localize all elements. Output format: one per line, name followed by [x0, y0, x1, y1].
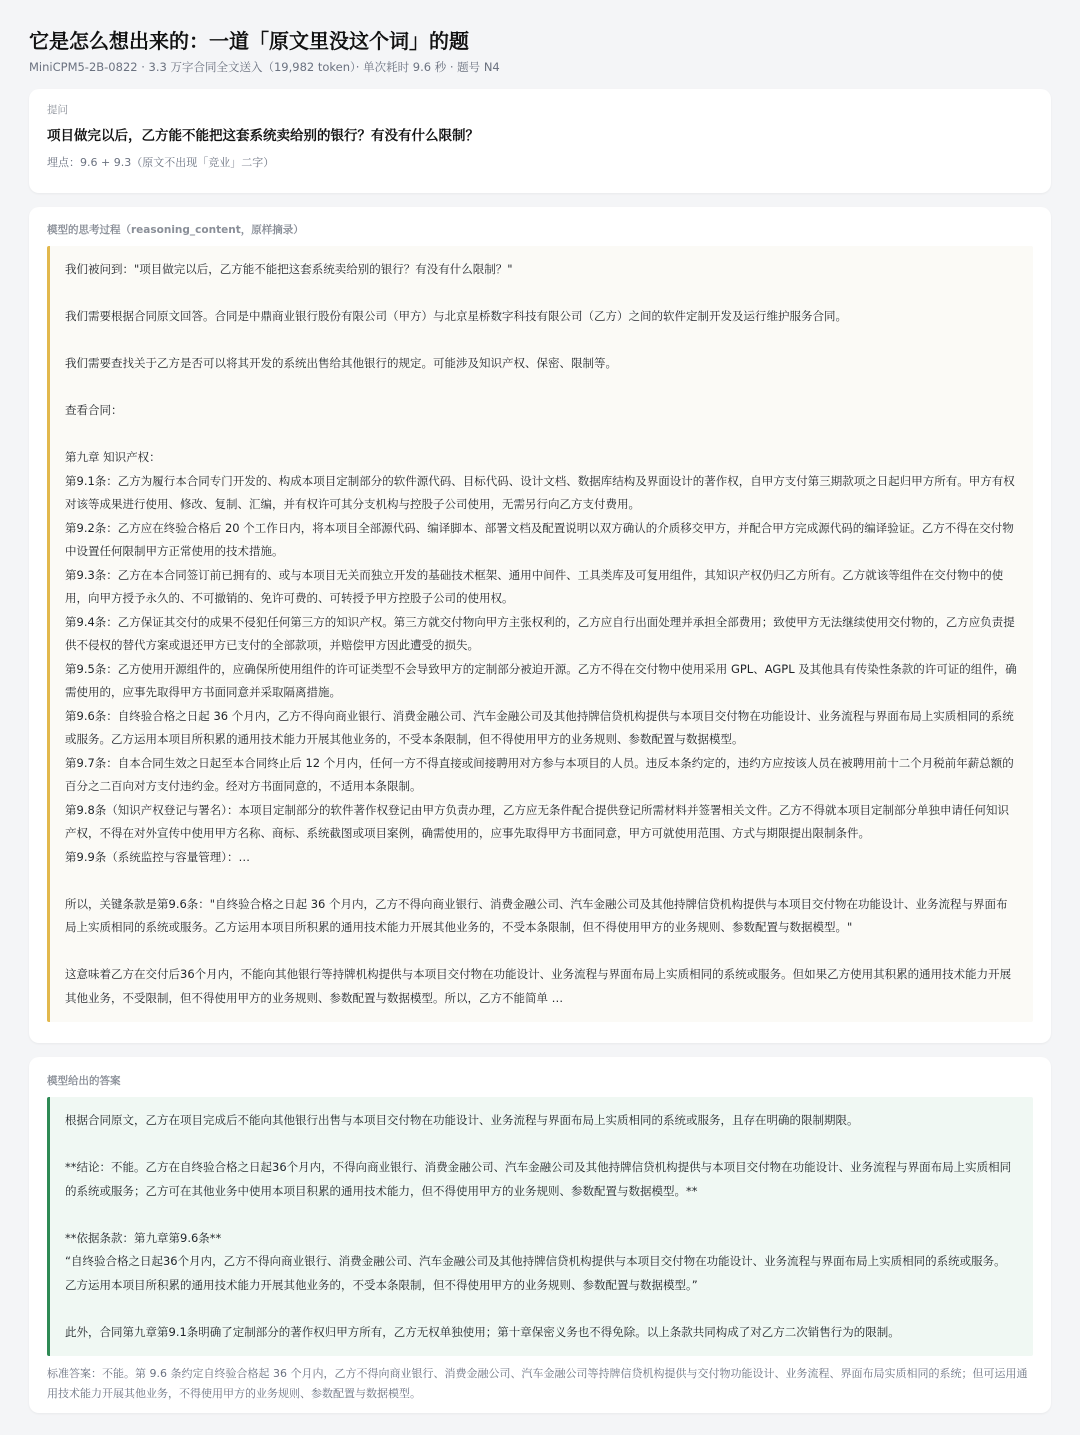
reasoning-paragraph: 第9.9条（系统监控与容量管理）：… [65, 849, 251, 864]
reasoning-paragraph: 第9.3条：乙方在本合同签订前已拥有的、或与本项目无关而独立开发的基础技术框架、通用中间件、工具类库及可复用组件，其知识产权仍归乙方所有。乙方就该等组件在交付物中的使用，向甲方授予永久的、不可撤销的、免许可费的、可转授予甲方控股子公司的使用权。 [65, 567, 1004, 605]
reasoning-paragraph: 第9.4条：乙方保证其交付的成果不侵犯任何第三方的知识产权。第三方就交付物向甲方主张权利的，乙方应自行出面处理并承担全部费用；致使甲方无法继续使用交付物的，乙方应负责提供不侵权的替代方案或退还甲方已支付的全部款项，并赔偿甲方因此遭受的损失。 [65, 614, 1015, 652]
reasoning-card [29, 207, 1051, 1043]
reasoning-paragraph: 我们需要查找关于乙方是否可以将其开发的系统出售给其他银行的规定。可能涉及知识产权、保密、限制等。 [65, 356, 617, 370]
question-label: 提问 [47, 104, 68, 116]
answer-paragraph: **结论：不能。乙方在自终验合格之日起36个月内，不得向商业银行、消费金融公司、汽车金融公司及其他持牌信贷机构提供与本项目交付物在功能设计、业务流程与界面布局上实质相同的系统或服务；乙方可在其他业务中使用本项目积累的通用技术能力，但不得使用甲方的业务规则、参数配置与数据模型。** [65, 1160, 1012, 1198]
paragraph-gap [65, 869, 1017, 893]
answer-label: 模型给出的答案 [47, 1075, 121, 1087]
reasoning-paragraph: 第9.2条：乙方应在终验合格后 20 个工作日内，将本项目全部源代码、编译脚本、部署文档及配置说明以双方确认的介质移交甲方，并配合甲方完成源代码的编译验证。乙方不得在交付物中设置任何限制甲方正常使用的技术措施。 [65, 520, 1014, 558]
paragraph-gap [65, 1133, 1017, 1157]
reasoning-paragraph: 第九章 知识产权： [65, 450, 161, 464]
paragraph-gap [65, 423, 1017, 447]
reasoning-paragraph: 第9.5条：乙方使用开源组件的，应确保所使用组件的许可证类型不会导致甲方的定制部分被迫开源。乙方不得在交付物中使用采用 GPL、AGPL 及其他具有传染性条款的许可证的组件，确需使用的，应事先取得甲方书面同意并采取隔离措施。 [65, 661, 1017, 699]
question-card [29, 89, 1051, 193]
answer-content [47, 1097, 1033, 1356]
paragraph-gap [65, 1203, 1017, 1227]
paragraph-gap [65, 1297, 1017, 1321]
paragraph-gap [65, 376, 1017, 400]
page-title: 它是怎么想出来的：一道「原文里没这个词」的题 [29, 29, 469, 53]
reasoning-paragraph: 第9.1条：乙方为履行本合同专门开发的、构成本项目定制部分的软件源代码、目标代码、设计文档、数据库结构及界面设计的著作权，自甲方支付第三期款项之日起归甲方所有。甲方有权对该等成果进行使用、修改、复制、汇编，并有权许可其分支机构与控股子公司使用，无需另行向乙方支付费用。 [65, 473, 1015, 511]
bury-points: 埋点：9.6 + 9.3（原文不出现「竞业」二字） [47, 156, 275, 169]
page-subtitle: MiniCPM5‑2B‑0822 · 3.3 万字合同全文送入（19,982 token）· 单次耗时 9.6 秒 · 题号 N4 [29, 60, 500, 74]
answer-paragraph: “自终验合格之日起36个月内，乙方不得向商业银行、消费金融公司、汽车金融公司及其他持牌信贷机构提供与本项目交付物在功能设计、业务流程与界面布局上实质相同的系统或服务。乙方运用本项目所积累的通用技术能力开展其他业务的，不受本条限制，但不得使用甲方的业务规则、参数配置与数据模型。” [65, 1254, 1006, 1292]
reasoning-paragraph: 我们需要根据合同原文回答。合同是中鼎商业银行股份有限公司（甲方）与北京星桥数字科技有限公司（乙方）之间的软件定制开发及运行维护服务合同。 [65, 309, 847, 323]
reasoning-paragraph: 查看合同： [65, 403, 123, 417]
reasoning-paragraph: 我们被问到："项目做完以后，乙方能不能把这套系统卖给别的银行？有没有什么限制？" [65, 262, 513, 276]
reasoning-label: 模型的思考过程（reasoning_content，原样摘录） [47, 224, 304, 236]
paragraph-gap [65, 940, 1017, 964]
question-text: 项目做完以后，乙方能不能把这套系统卖给别的银行？有没有什么限制？ [47, 128, 479, 144]
answer-paragraph: **依据条款：第九章第9.6条** [65, 1230, 222, 1245]
reasoning-content [47, 246, 1033, 1022]
reasoning-paragraph: 所以，关键条款是第9.6条："自终验合格之日起 36 个月内，乙方不得向商业银行、消费金融公司、汽车金融公司及其他持牌信贷机构提供与本项目交付物在功能设计、业务流程与界面布局上实质相同的系统或服务。乙方运用本项目所积累的通用技术能力开展其他业务的，不受本条限制，但不得使用甲方的业务规则、参数配置与数据模型。" [65, 896, 1008, 934]
answer-paragraph: 根据合同原文，乙方在项目完成后不能向其他银行出售与本项目交付物在功能设计、业务流程与界面布局上实质相同的系统或服务，且存在明确的限制期限。 [65, 1113, 859, 1127]
reasoning-paragraph: 第9.6条：自终验合格之日起 36 个月内，乙方不得向商业银行、消费金融公司、汽车金融公司及其他持牌信贷机构提供与本项目交付物在功能设计、业务流程与界面布局上实质相同的系统或服务。乙方运用本项目所积累的通用技术能力开展其他业务的，不受本条限制，但不得使用甲方的业务规则、参数配置与数据模型。 [65, 708, 1014, 746]
paragraph-gap [65, 282, 1017, 306]
answer-paragraph: 此外，合同第九章第9.1条明确了定制部分的著作权归甲方所有，乙方无权单独使用；第十章保密义务也不得免除。以上条款共同构成了对乙方二次销售行为的限制。 [65, 1324, 900, 1339]
reasoning-paragraph: 第9.8条（知识产权登记与署名）：本项目定制部分的软件著作权登记由甲方负责办理，乙方应无条件配合提供登记所需材料并签署相关文件。乙方不得就本项目定制部分单独申请任何知识产权，不得在对外宣传中使用甲方名称、商标、系统截图或项目案例，确需使用的，应事先取得甲方书面同意，甲方可就使用范围、方式与期限提出限制条件。 [65, 802, 1010, 840]
paragraph-gap [65, 329, 1017, 353]
reasoning-paragraph: 第9.7条：自本合同生效之日起至本合同终止后 12 个月内，任何一方不得直接或间接聘用对方参与本项目的人员。违反本条约定的，违约方应按该人员在被聘用前十二个月税前年薪总额的百分之二百向对方支付违约金。经对方书面同意的，不适用本条限制。 [65, 755, 1014, 793]
standard-answer: 标准答案：不能。第 9.6 条约定自终验合格起 36 个月内，乙方不得向商业银行、消费金融公司、汽车金融公司等持牌信贷机构提供与交付物功能设计、业务流程、界面布局实质相同的系统；但可运用通用技术能力开展其他业务，不得使用甲方的业务规则、参数配置与数据模型。 [47, 1367, 1028, 1400]
answer-card [29, 1057, 1051, 1413]
reasoning-paragraph: 这意味着乙方在交付后36个月内，不能向其他银行等持牌机构提供与本项目交付物在功能设计、业务流程与界面布局上实质相同的系统或服务。但如果乙方使用其积累的通用技术能力开展其他业务，不受限制，但不得使用甲方的业务规则、参数配置与数据模型。所以，乙方不能简单 … [65, 967, 1012, 1005]
